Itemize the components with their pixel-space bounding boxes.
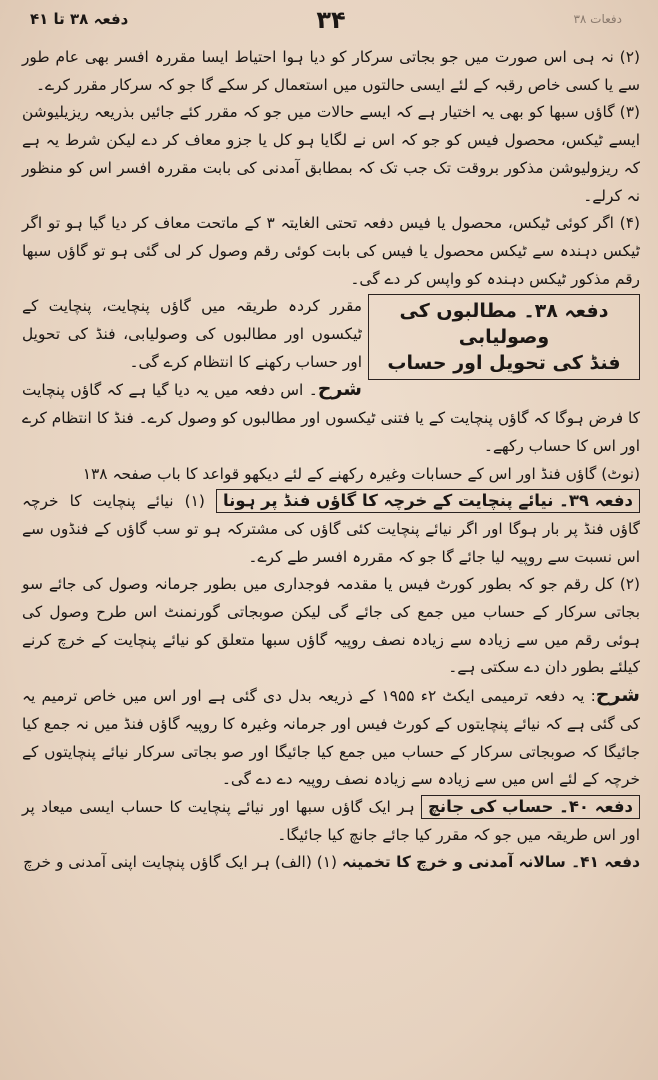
section-38-commentary bbox=[22, 376, 640, 460]
commentary-label: شرح bbox=[317, 378, 362, 401]
section-41-title: دفعہ ۴۱۔ سالانہ آمدنی و خرچ کا تخمینہ bbox=[341, 853, 640, 872]
section-40-line bbox=[22, 794, 640, 849]
section-41-text: (۱) (الف) ہر ایک گاؤں پنچایت اپنی آمدنی و خرچ bbox=[23, 853, 338, 872]
section-40-title: دفعہ ۴۰۔ حساب کی جانچ bbox=[421, 795, 640, 819]
commentary-text: : یہ دفعہ ترمیمی ایکٹ ۲ء ۱۹۵۵ کے ذریعہ بدل دی گئی ہے اور اس میں خاص ترمیم یہ کی گئی ہے کہ نیائے پنچایتوں کے کورٹ فیس اور جرمانہ وغیرہ کا روپیہ گاؤں فنڈ میں نہ جمع کیا جائیگا کہ صوبجاتی سرکار کے حساب میں جمع کیا جائیگا اور صو بجاتی سرکار نیائے پنچایتوں کے خرچہ کے لئے اس میں سے زیادہ سے زیادہ نصف روپیہ دے دے گی۔ bbox=[22, 687, 640, 789]
section-38-heading-box bbox=[368, 294, 640, 380]
section-38-title: دفعہ ۳۸۔ مطالبوں کی وصولیابی bbox=[399, 300, 609, 349]
section-range: دفعہ ۳۸ تا ۴۱ bbox=[30, 10, 129, 28]
section-38-text: مقرر کردہ طریقہ میں گاؤں پنچایت، پنچایت کے ٹیکسوں اور مطالبوں کی وصولیابی، فنڈ کی تحویل اور حساب رکھنے کا انتظام کرے گی۔ bbox=[22, 297, 362, 371]
commentary-text: ۔ اس دفعہ میں یہ دیا گیا ہے کہ گاؤں پنچایت کا فرض ہوگا کہ گاؤں پنچایت کے یا فتنی ٹیکسوں اور مطالبوں کو وصول کرے۔ فنڈ کا انتظام کرے اور اس کا حساب رکھے۔ bbox=[22, 381, 640, 455]
section-38-subtitle: فنڈ کی تحویل اور حساب bbox=[387, 352, 621, 375]
section-39-title: دفعہ ۳۹۔ نیائے پنچایت کے خرچہ کا گاؤں فنڈ پر ہونا bbox=[216, 489, 640, 513]
section-39 bbox=[22, 488, 640, 794]
section-40 bbox=[22, 794, 640, 849]
section-41 bbox=[22, 849, 640, 877]
section-38-note: (نوٹ) گاؤں فنڈ اور اس کے حسابات وغیرہ رکھنے کے لئے دیکھو قواعد کا باب صفحہ ۱۳۸ bbox=[82, 464, 640, 483]
paragraph: (۲) نہ ہی اس صورت میں جو بجاتی سرکار کو دیا ہوا احتیاط ایسا مقررہ افسر بھی عام طور سے یا کسی خاص رقبہ کے لئے ایسی حالتوں میں استعمال کر سکے گا جو کہ سرکار مقرر کرے۔ bbox=[22, 48, 640, 94]
section-40-text: ہر ایک گاؤں سبھا اور نیائے پنچایت کا حساب ایسی میعاد پر اور اس طریقہ میں جو کہ مقرر کیا جائے جانچ کیا جائیگا۔ bbox=[22, 797, 640, 844]
section-39-commentary bbox=[22, 682, 640, 794]
section-39-heading-line bbox=[22, 488, 640, 571]
faint-note: دفعات ۳۸ bbox=[573, 12, 622, 26]
paragraph: (۳) گاؤں سبھا کو بھی یہ اختیار ہے کہ ایسے حالات میں جو کہ مقرر کئے جائیں بذریعہ ریزیلیوشن ایسے ٹیکس، محصول فیس کو جو کہ اس نے لگایا ہو کل یا جزو معاف کر دے لیکن شرط یہ ہے کہ ریزولیوشن مذکور بروقت تک جب تک کہ بمطابق آمدنی کی بابت مقررہ افسر اس کو منظور نہ کرلے۔ bbox=[22, 103, 640, 205]
paragraph: (۴) اگر کوئی ٹیکس، محصول یا فیس دفعہ تحتی الغایتہ ۳ کے ماتحت معاف کر دیا گیا ہو تو اگر ٹیکس دہندہ سے ٹیکس محصول یا فیس کی بابت کوئی رقم وصول کر لی گئی ہو تو گاؤں سبھا رقم مذکور ٹیکس دہندہ کو واپس کر دے گی۔ bbox=[22, 214, 640, 288]
section-39-sub2: (۲) کل رقم جو کہ بطور کورٹ فیس یا مقدمہ فوجداری میں بطور جرمانہ وصول کی جائے سو بجاتی سرکار کے حساب میں جمع کی جائے گی لیکن صوبجاتی گورنمنٹ اس طرح وصول کی ہوئی رقم میں سے زیادہ سے زیادہ نصف روپیہ گاؤں سبھا متعلق کو نیائے پنچایت کے خرچ کرنے کیلئے بطور دان دے سکتی ہے۔ bbox=[22, 575, 640, 677]
commentary-label: شرح bbox=[595, 684, 640, 707]
section-38 bbox=[22, 293, 640, 488]
page-body bbox=[22, 44, 640, 877]
section-39-text: (۱) نیائے پنچایت کا خرچہ گاؤں فنڈ پر بار ہوگا اور اگر نیائے پنچایت کئی گاؤں کی مشترکہ ہو تو سب گاؤں کے فنڈوں سے اس نسبت سے روپیہ لیا جائے گا جو کہ مقررہ افسر طے کرے۔ bbox=[22, 492, 640, 566]
page-header bbox=[22, 4, 640, 44]
page-number: ۳۴ bbox=[316, 6, 346, 34]
section-41-line bbox=[22, 849, 640, 877]
